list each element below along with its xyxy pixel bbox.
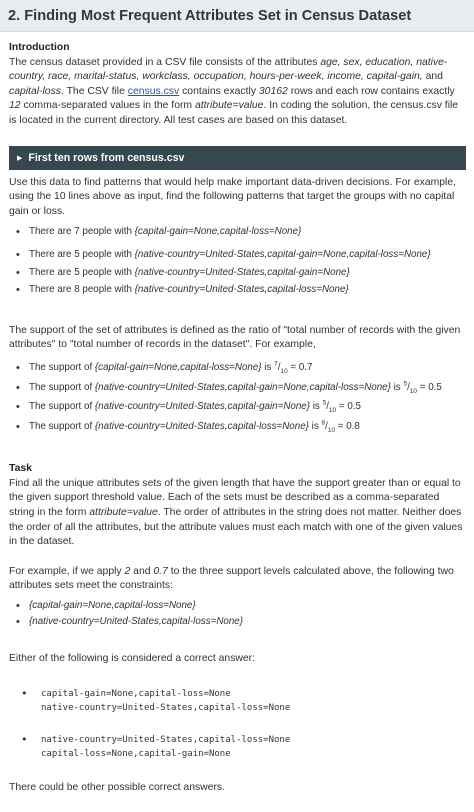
list-item: • The support of {native-country=United-States,capital-loss=None} is $^8/_{10} = 0.8$ (29, 420, 466, 435)
task-example-paragraph: For example, if we apply 2 and 0.7 to the three support levels calculated above, the following two attributes sets meet the constraints: (9, 565, 454, 592)
page-title: 2. Finding Most Frequent Attributes Set in Census Dataset (8, 8, 412, 24)
task-heading: Task (9, 463, 32, 475)
either-text: Either of the following is considered a correct answer: (9, 653, 256, 665)
list-item: • There are 5 people with {native-country=United-States,capital-gain=None,capital-loss=None} (29, 248, 466, 263)
collapsible-label: First ten rows from census.csv (28, 151, 185, 164)
fraction: $^5/_{10}$ (322, 399, 337, 415)
triangle-right-icon: ▶ (17, 154, 23, 162)
task-paragraph: Find all the unique attributes sets of the given length that have the support greater than or equal to the given support threshold value. Each of the sets must be described as a comma-separated string in the form attribute=value. The order of attributes in the string does not matter. Neither does the order of all the attributes, but the attribute values must each match with one of the given values in the dataset. (9, 477, 463, 548)
patterns-list (9, 225, 466, 297)
fraction: $^5/_{10}$ (403, 380, 418, 395)
answer-code-block-1: • capital-gain=None,capital-loss=None native-country=United-States,capital-loss=None (9, 687, 466, 715)
fraction: $^8/_{10}$ (321, 419, 336, 434)
list-item: • {capital-gain=None,capital-loss=None} (29, 599, 466, 614)
support-intro: The support of the set of attributes is defined as the ratio of "total number of records with the given attributes" to "total number of records in the dataset". For example, (9, 324, 461, 351)
intro-paragraph: The census dataset provided in a CSV file consists of the attributes age, sex, education, native-country, race, marital-status, workclass, occupation, hours-per-week, income, capital-gain, and capital-loss. The CSV file census.csv contains exactly 30162 rows and each row contains exactly 12 comma-separated values in the form attribute=value. In coding the solution, the census.csv file is located in the current directory. All test cases are based on this dataset. (9, 56, 459, 126)
intro-heading: Introduction (9, 42, 70, 53)
closing-text: There could be other possible correct answers. (9, 781, 226, 793)
answer-code-block-2: • native-country=United-States,capital-loss=None capital-loss=None,capital-gain=None (9, 733, 466, 761)
list-item: • The support of {native-country=United-States,capital-gain=None} is $^5/_{10} = 0.5$ (29, 400, 466, 415)
list-item: • There are 7 people with {capital-gain=None,capital-loss=None} (29, 225, 466, 240)
title-bar (0, 0, 474, 32)
patterns-intro: Use this data to find patterns that would help make important data-driven decisions. For example, using the 10 lines above as input, find the following patterns that target the groups with no capital gain or loss. (9, 176, 457, 217)
problem-statement (9, 41, 466, 795)
matching-sets-list (9, 599, 466, 629)
list-item: • The support of {native-country=United-States,capital-gain=None,capital-loss=None} is $^5/_{10} = 0.5$ (29, 381, 466, 396)
list-item: • The support of {capital-gain=None,capital-loss=None} is $^7/_{10} = 0.7$ (29, 361, 466, 376)
census-file-link[interactable]: census.csv (127, 85, 180, 97)
collapsible-sample-rows[interactable] (9, 146, 466, 170)
list-item: • {native-country=United-States,capital-loss=None} (29, 615, 466, 630)
list-item: • There are 5 people with {native-country=United-States,capital-gain=None} (29, 266, 466, 281)
support-list (9, 361, 466, 434)
list-item: • There are 8 people with {native-country=United-States,capital-loss=None} (29, 283, 466, 298)
fraction: $^7/_{10}$ (274, 360, 288, 375)
